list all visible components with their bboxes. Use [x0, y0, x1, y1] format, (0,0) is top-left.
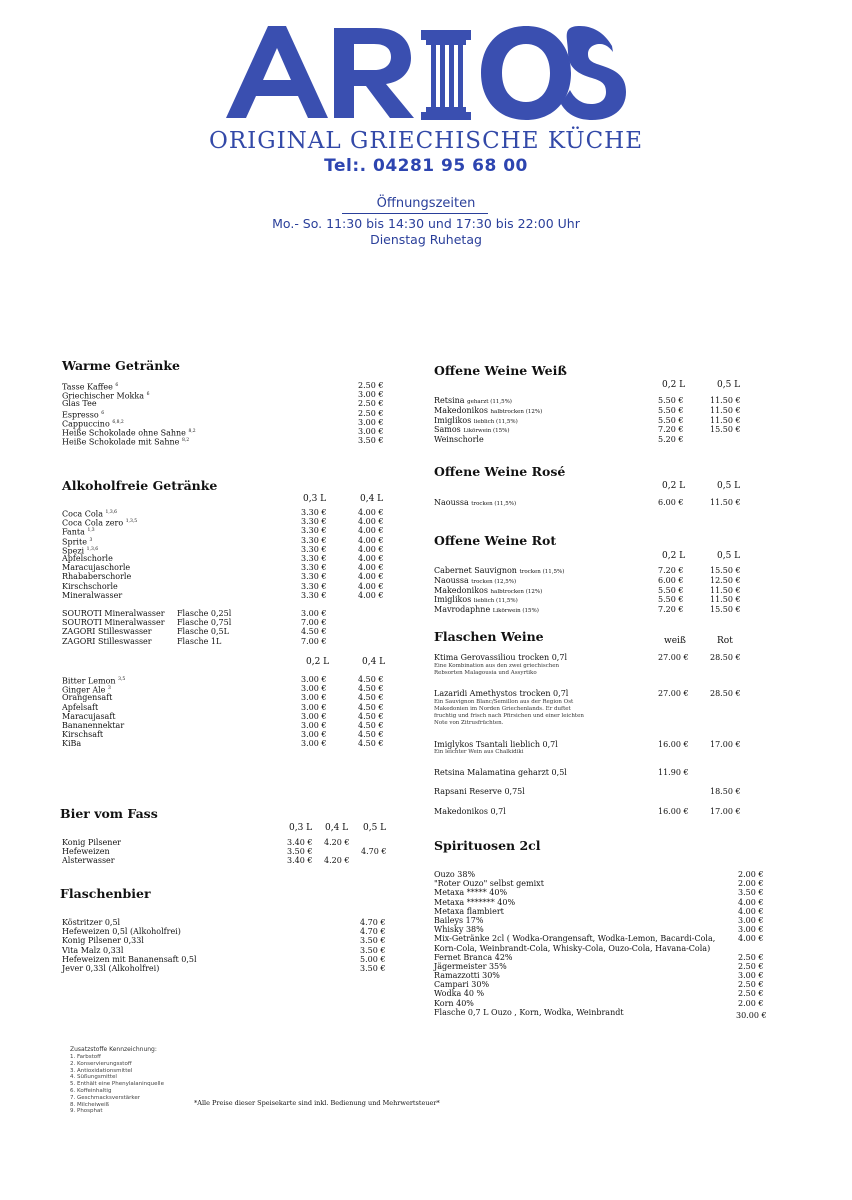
menu-item: Mavrodaphne Likörwein (15%) 7.20 € 15.50 €: [434, 605, 741, 615]
menu-item: Cappuccino $^{6,8,2}$ 3.00 €: [62, 417, 384, 429]
menu-item: Metaxa flambiert 4.00 €: [434, 906, 764, 916]
additives-list: [70, 1054, 164, 1115]
column-header: 0,3 L: [303, 494, 327, 504]
restaurant-subtitle: ORIGINAL GRIECHISCHE KÜCHE: [208, 128, 644, 154]
additives-heading: Zusatzstoffe Kennzeichnung:: [70, 1046, 157, 1053]
column-header: 0,5 L: [717, 380, 741, 390]
menu-item: Apfelsaft 3.00 € 4.50 €: [62, 702, 384, 712]
wine-note: Rebsorten Malagousia und Assyrtiko: [434, 670, 537, 676]
alkoholfrei-list: [62, 508, 392, 600]
column-header: 0,4 L: [360, 494, 384, 504]
wine-note: Eine Kombination aus den zwei griechischen: [434, 663, 560, 669]
menu-item: Griechischer Mokka $^6$ 3.00 €: [62, 390, 384, 401]
wine-note: Ein Sauvignon Blanc/Semillon aus der Region Ost: [434, 699, 574, 705]
column-header: 0,2 L: [662, 481, 686, 491]
wine-description: [434, 749, 523, 756]
flaschenbier-list: [62, 918, 392, 973]
menu-item: Mix-Getränke 2cl ( Wodka-Orangensaft, Wodka-Lemon, Bacardi-Cola, 4.00 €: [434, 934, 764, 944]
menu-item: Rapsani Reserve 0,75l 18.50 €: [434, 787, 741, 796]
opening-hours-line: Mo.- So. 11:30 bis 14:30 und 17:30 bis 22:00 Uhr: [272, 216, 580, 231]
menu-item: KiBa 3.00 € 4.50 €: [62, 739, 384, 749]
menu-item: Imiglikos lieblich (11,5%) 5.50 € 11.50 €: [434, 595, 741, 605]
telephone: Tel:. 04281 95 68 00: [324, 156, 528, 176]
menu-item: Ginger Ale $^3$ 3.00 € 4.50 €: [62, 684, 384, 695]
menu-item: Makedonikos halbtrocken (12%) 5.50 € 11.50 €: [434, 585, 741, 595]
menu-item: Vita Malz 0,33l 3.50 €: [62, 945, 386, 955]
additive-item: 5. Enthält eine Phenylalaninquelle: [70, 1081, 164, 1088]
menu-item: Ouzo 38% 2.00 €: [434, 870, 764, 879]
logo: [0, 18, 852, 128]
menu-item: Coca Cola zero $^{1,3,5}$ 3.30 € 4.00 €: [62, 517, 384, 528]
menu-item: Coca Cola $^{1,3,6}$ 3.30 € 4.00 €: [62, 508, 384, 519]
column-header: 0,4 L: [362, 657, 386, 667]
column-header: 0,2 L: [662, 380, 686, 390]
additive-item: 2. Konservierungsstoff: [70, 1060, 132, 1067]
section-title-rot: Offene Weine Rot: [434, 533, 557, 548]
additive-item: 9. Phosphat: [70, 1108, 103, 1115]
price-disclaimer: *Alle Preise dieser Speisekarte sind inkl. Bedienung und Mehrwertsteuer*: [194, 1099, 440, 1107]
menu-item: Makedonikos 0,7l 16.00 € 17.00 €: [434, 807, 741, 816]
menu-item: Köstritzer 0,5l 4.70 €: [62, 918, 386, 927]
additive-item: 4. Süßungsmittel: [70, 1074, 117, 1081]
menu-item: Flasche 0,7 L Ouzo , Korn, Wodka, Weinbrandt 30.00 €: [434, 1007, 767, 1020]
menu-item: Lazaridi Amethystos trocken 0,7l 27.00 € 28.50 €: [434, 689, 741, 698]
rose-list: [434, 498, 754, 508]
menu-item: Samos Likörwein (15%) 7.20 € 15.50 €: [434, 425, 741, 435]
menu-item: Naoussa trocken (11,5%) 6.00 € 11.50 €: [434, 498, 741, 507]
menu-item: Konig Pilsener 0,33l 3.50 €: [62, 936, 386, 946]
menu-item: Kirschsaft 3.00 € 4.50 €: [62, 730, 384, 740]
weiss-list: [434, 396, 754, 445]
wine-description: [434, 699, 584, 727]
wine-note: Makedonien im Norden Griechenlands. Er duftet: [434, 706, 571, 712]
section-title-warme: Warme Getränke: [62, 358, 180, 373]
menu-item: Makedonikos halbtrocken (12%) 5.50 € 11.50 €: [434, 405, 741, 415]
column-header: Rot: [717, 636, 733, 646]
section-title-flaschenbier: Flaschenbier: [60, 886, 151, 901]
warme-list: [62, 381, 392, 445]
additive-item: 8. Milcheiweiß: [70, 1101, 110, 1108]
menu-item: Baileys 17% 3.00 €: [434, 915, 764, 925]
column-header: 0,2 L: [662, 551, 686, 561]
menu-item: Cabernet Sauvignon trocken (11,5%) 7.20 € 15.50 €: [434, 566, 741, 575]
menu-item: Jever 0,33l (Alkoholfrei) 3.50 €: [62, 963, 386, 973]
column-header: 0,5 L: [717, 551, 741, 561]
menu-item: Rhababerschorle 3.30 € 4.00 €: [62, 572, 384, 582]
menu-item: Tasse Kaffee $^6$ 2.50 €: [62, 381, 384, 392]
menu-item: Retsina geharzt (11,5%) 5.50 € 11.50 €: [434, 396, 741, 405]
additive-item: 6. Koffeinhaltig: [70, 1087, 112, 1094]
menu-item: Mineralwasser 3.30 € 4.00 €: [62, 590, 384, 600]
menu-item: "Roter Ouzo" selbst gemixt 2.00 €: [434, 879, 764, 889]
menu-item: Maracujaschorle 3.30 € 4.00 €: [62, 563, 384, 573]
menu-item: Ktima Gerovassiliou trocken 0,7l 27.00 € 28.50 €: [434, 653, 741, 662]
menu-item: Espresso $^6$ 2.50 €: [62, 408, 384, 420]
menu-item: ZAGORI Stilleswasser Flasche 1L 7.00 €: [62, 636, 327, 646]
rot-list: [434, 566, 754, 615]
menu-item: Korn 40% 2.00 €: [434, 998, 764, 1008]
menu-item: Konig Pilsener 3.40 € 4.20 €: [62, 838, 350, 847]
additive-item: 7. Geschmacksverstärker: [70, 1094, 141, 1101]
menu-item: Metaxa ******* 40% 4.00 €: [434, 897, 764, 907]
menu-item: Heiße Schokolade mit Sahne $^{8,2}$ 3.50 €: [62, 436, 384, 447]
section-title-alkoholfrei: Alkoholfreie Getränke: [62, 478, 218, 493]
menu-item: Imiglikos lieblich (11,5%) 5.50 € 11.50 €: [434, 415, 741, 425]
menu-item: Weinschorle 5.20 €: [434, 435, 684, 445]
section-title-flaschenweine: Flaschen Weine: [434, 629, 544, 644]
menu-item: Wodka 40 % 2.50 €: [434, 989, 764, 999]
additive-item: 3. Antioxidationsmittel: [70, 1067, 133, 1074]
column-header: 0,2 L: [306, 657, 330, 667]
section-title-rose: Offene Weine Rosé: [434, 464, 566, 479]
spirituosen-list: [434, 870, 770, 1019]
section-title-bier: Bier vom Fass: [60, 806, 158, 821]
menu-item: Hefeweizen 3.50 € 4.70 €: [62, 847, 387, 857]
water-list: [62, 609, 392, 646]
column-header: 0,4 L: [325, 823, 349, 833]
column-header: 0,5 L: [717, 481, 741, 491]
menu-item: Imiglykos Tsantali lieblich 0,7l 16.00 € 17.00 €: [434, 740, 741, 749]
closed-day-line: Dienstag Ruhetag: [370, 232, 482, 247]
menu-item: Orangensaft 3.00 € 4.50 €: [62, 693, 384, 703]
menu-item: Heiße Schokolade ohne Sahne $^{8,2}$ 3.00 €: [62, 426, 384, 438]
wine-description: [434, 663, 559, 677]
menu-item: Sprite $^3$ 3.30 € 4.00 €: [62, 535, 384, 547]
menu-item: Hefeweizen 0,5l (Alkoholfrei) 4.70 €: [62, 927, 386, 937]
menu-item: Maracujasaft 3.00 € 4.50 €: [62, 711, 384, 721]
menu-item: Metaxa ***** 40% 3.50 €: [434, 888, 764, 898]
menu-item: Apfelschorle 3.30 € 4.00 €: [62, 553, 384, 563]
menu-item: SOUROTI Mineralwasser Flasche 0,25l 3.00 €: [62, 609, 327, 618]
menu-item: Retsina Malamatina geharzt 0,5l 11.90 €: [434, 768, 689, 777]
menu-item: Fanta $^{1,3}$ 3.30 € 4.00 €: [62, 526, 384, 538]
menu-item: Korn-Cola, Weinbrandt-Cola, Whisky-Cola, Ouzo-Cola, Havana-Cola): [434, 943, 711, 953]
menu-item: Kirschschorle 3.30 € 4.00 €: [62, 581, 384, 591]
menu-item: ZAGORI Stilleswasser Flasche 0,5L 4.50 €: [62, 627, 327, 637]
section-title-weiss: Offene Weine Weiß: [434, 363, 567, 378]
menu-item: Alsterwasser 3.40 € 4.20 €: [62, 856, 350, 866]
menu-item: Fernet Branca 42% 2.50 €: [434, 952, 764, 962]
artos-logo-icon: [226, 18, 626, 128]
menu-item: Ramazzotti 30% 3.00 €: [434, 971, 764, 981]
saefte-list: [62, 675, 392, 749]
column-header: weiß: [664, 636, 686, 646]
opening-hours-divider: [342, 213, 488, 214]
menu-item: Campari 30% 2.50 €: [434, 980, 764, 990]
menu-item: Glas Tee 2.50 €: [62, 399, 384, 409]
menu-item: SOUROTI Mineralwasser Flasche 0,75l 7.00 €: [62, 618, 327, 628]
wine-note: Note von Zitrusfrüchten.: [434, 720, 504, 726]
bier-list: [62, 838, 392, 866]
wine-note: Ein leichter Wein aus Chalkidiki: [434, 749, 524, 755]
menu-item: Naoussa trocken (12,5%) 6.00 € 12.50 €: [434, 575, 741, 585]
menu-item: Whisky 38% 3.00 €: [434, 925, 764, 935]
wine-note: fruchtig und frisch nach Pfirsichen und einer leichten: [434, 713, 584, 719]
menu-item: Hefeweizen mit Bananensaft 0,5l 5.00 €: [62, 954, 386, 964]
menu-item: Jägermeister 35% 2.50 €: [434, 961, 764, 971]
additive-item: 1. Farbstoff: [70, 1054, 101, 1060]
menu-item: Spezi $^{1,3,6}$ 3.30 € 4.00 €: [62, 544, 384, 556]
column-header: 0,5 L: [363, 823, 387, 833]
section-title-spirituosen: Spirituosen 2cl: [434, 838, 541, 853]
menu-item: Bitter Lemon $^{3,5}$ 3.00 € 4.50 €: [62, 675, 384, 686]
column-header: 0,3 L: [289, 823, 313, 833]
opening-hours-title: Öffnungszeiten: [376, 196, 476, 211]
menu-item: Bananennektar 3.00 € 4.50 €: [62, 720, 384, 730]
